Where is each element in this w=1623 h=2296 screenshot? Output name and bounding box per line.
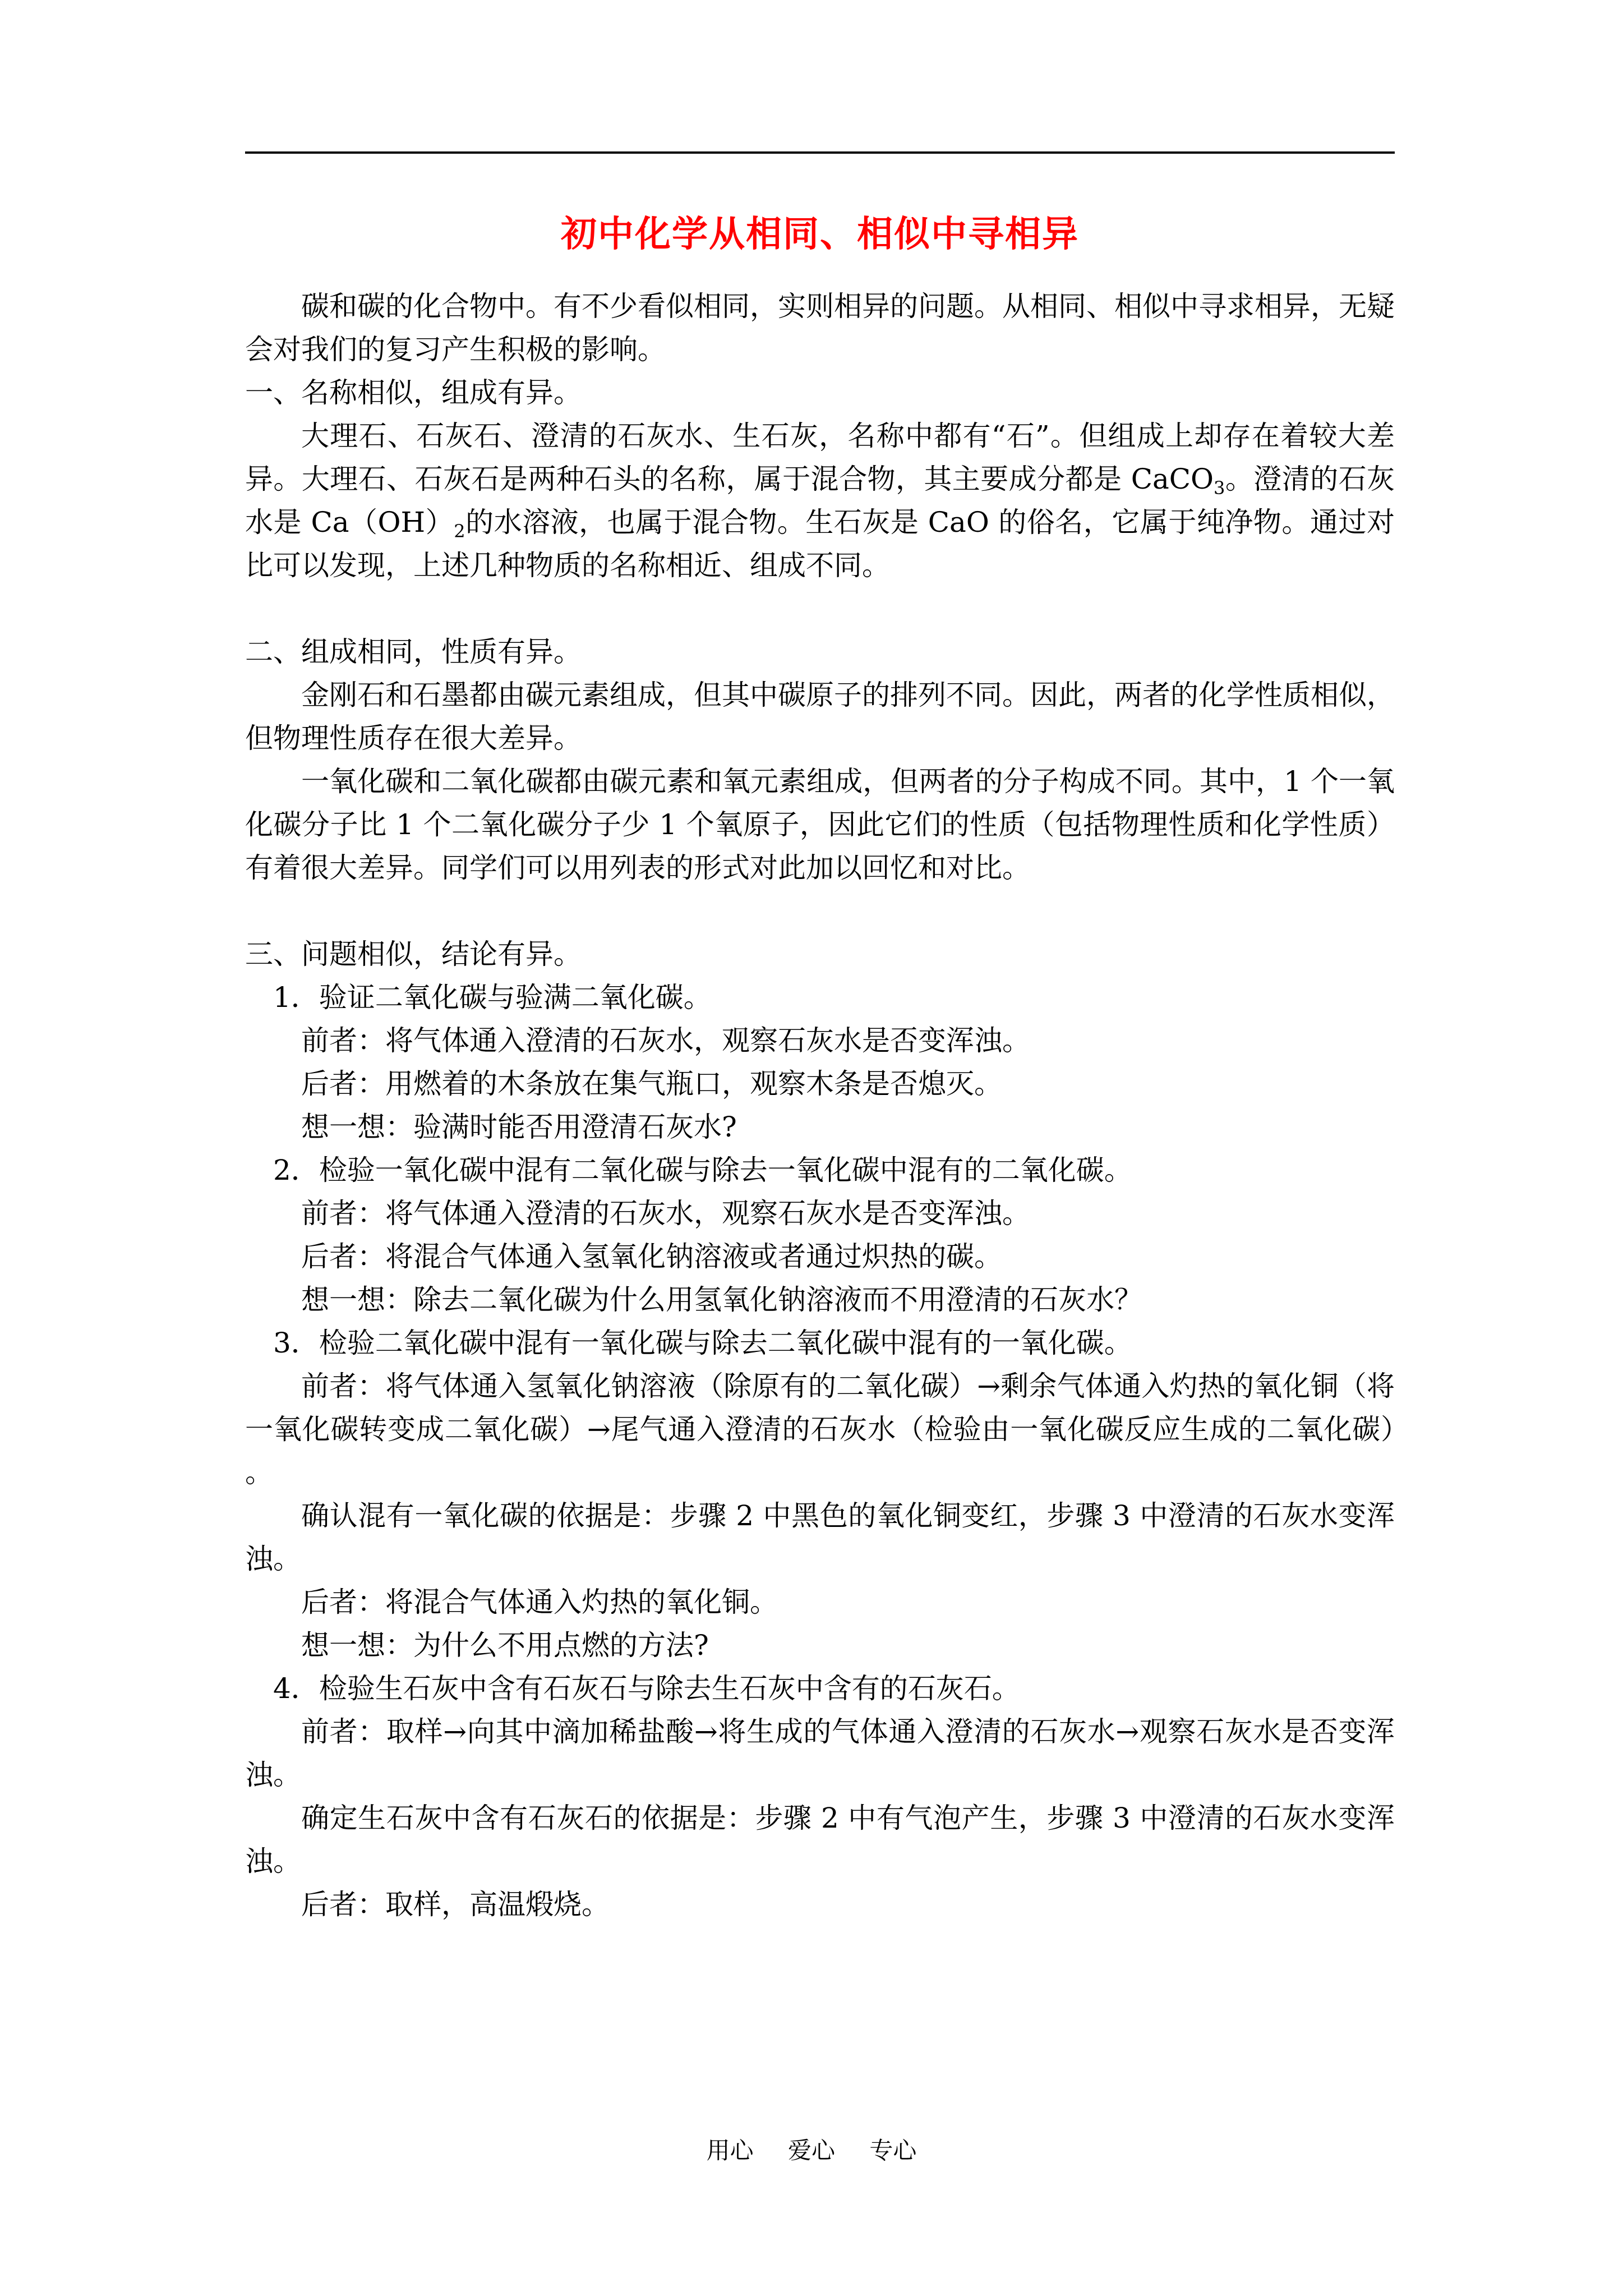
- section3-heading: 三、问题相似，结论有异。: [245, 938, 582, 970]
- question-3-title: 3．检验二氧化碳中混有一氧化碳与除去二氧化碳中混有的一氧化碳。: [273, 1327, 1132, 1359]
- question-1-former: 前者：将气体通入澄清的石灰水，观察石灰水是否变浑浊。: [301, 1024, 1030, 1057]
- question-4-basis: 确定生石灰中含有石灰石的依据是：步骤 2 中有气泡产生，步骤 3 中澄清的石灰水变浑浊。: [245, 1802, 1395, 1878]
- document-body: [245, 285, 1395, 1926]
- page-title: 初中化学从相同、相似中寻相异: [561, 213, 1079, 255]
- question-1-title: 1．验证二氧化碳与验满二氧化碳。: [273, 981, 712, 1014]
- section2-paragraph-2: 一氧化碳和二氧化碳都由碳元素和氧元素组成，但两者的分子构成不同。其中，1 个一氧化碳分子比 1 个二氧化碳分子少 1 个氧原子，因此它们的性质（包括物理性质和化学性质）有着很大差异。同学们可以用列表的形式对此加以回忆和对比。: [245, 765, 1395, 884]
- page-footer: [0, 2134, 1623, 2168]
- subscript: 2: [454, 521, 465, 542]
- question-4-title: 4．检验生石灰中含有石灰石与除去生石灰中含有的石灰石。: [273, 1672, 1020, 1705]
- intro-paragraph: 碳和碳的化合物中。有不少看似相同，实则相异的问题。从相同、相似中寻求相异，无疑会对我们的复习产生积极的影响。: [245, 290, 1395, 366]
- section1-paragraph: 大理石、石灰石、澄清的石灰水、生石灰，名称中都有“石”。但组成上却存在着较大差异。大理石、石灰石是两种石头的名称，属于混合物，其主要成分都是 CaCO$_3$。澄清的石灰水是 $Ca(OH)_2$的水溶液，也属于混合物。生石灰是 CaO 的俗名，它属于纯净物。通过对比可以发现，上述几种物质的名称相近、组成不同。: [245, 420, 1395, 582]
- footer-word-1: 用心: [706, 2137, 754, 2164]
- question-3-former: 前者：将气体通入氢氧化钠溶液（除原有的二氧化碳）→剩余气体通入灼热的氧化铜（将一氧化碳转变成二氧化碳）→尾气通入澄清的石灰水（检验由一氧化碳反应生成的二氧化碳）。: [245, 1370, 1395, 1489]
- question-4-former: 前者：取样→向其中滴加稀盐酸→将生成的气体通入澄清的石灰水→观察石灰水是否变浑浊。: [245, 1715, 1395, 1791]
- question-1-think: 想一想：验满时能否用澄清石灰水?: [301, 1111, 737, 1143]
- question-2-latter: 后者：将混合气体通入氢氧化钠溶液或者通过炽热的碳。: [301, 1240, 1002, 1273]
- question-3-basis: 确认混有一氧化碳的依据是：步骤 2 中黑色的氧化铜变红，步骤 3 中澄清的石灰水变浑浊。: [245, 1499, 1395, 1575]
- footer-word-3: 专心: [869, 2137, 917, 2164]
- question-2-think: 想一想：除去二氧化碳为什么用氢氧化钠溶液而不用澄清的石灰水？: [301, 1283, 1142, 1316]
- header-rule: [245, 151, 1395, 154]
- question-1-latter: 后者：用燃着的木条放在集气瓶口，观察木条是否熄灭。: [301, 1068, 1002, 1100]
- subscript: 3: [1214, 477, 1225, 499]
- question-3-latter: 后者：将混合气体通入灼热的氧化铜。: [301, 1586, 778, 1618]
- question-2-title: 2．检验一氧化碳中混有二氧化碳与除去一氧化碳中混有的二氧化碳。: [273, 1154, 1132, 1186]
- section2-heading: 二、组成相同，性质有异。: [245, 636, 582, 668]
- question-4-latter: 后者：取样，高温煅烧。: [301, 1888, 610, 1921]
- footer-word-2: 爱心: [787, 2137, 835, 2164]
- section1-heading: 一、名称相似，组成有异。: [245, 376, 582, 409]
- question-2-former: 前者：将气体通入澄清的石灰水，观察石灰水是否变浑浊。: [301, 1197, 1030, 1230]
- question-3-think: 想一想：为什么不用点燃的方法?: [301, 1629, 709, 1662]
- section2-paragraph-1: 金刚石和石墨都由碳元素组成，但其中碳原子的排列不同。因此，两者的化学性质相似，但物理性质存在很大差异。: [245, 679, 1395, 754]
